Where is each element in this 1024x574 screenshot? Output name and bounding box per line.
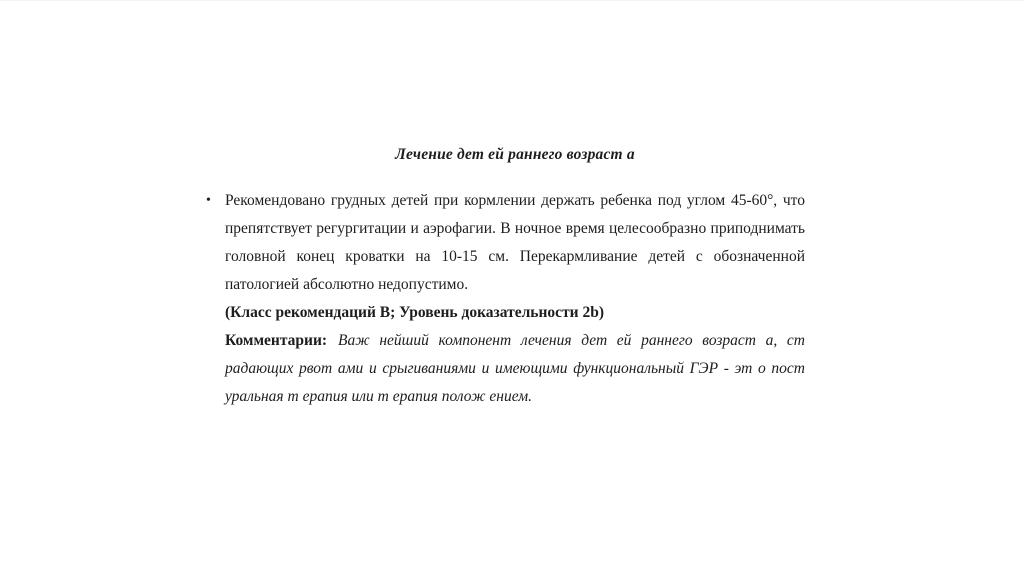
slide-title: Лечение дет ей раннего возраст а bbox=[395, 146, 635, 163]
slide-content bbox=[206, 145, 805, 411]
comments-text: Важ нейший компонент лечения дет ей раннего возраст а, ст радающих рвот ами и срыгиваниями и имеющими функциональный ГЭР - эт о пост уральная т ерапия или т ерапия полож ением. bbox=[225, 332, 805, 405]
comments-label: Комментарии: bbox=[225, 332, 328, 349]
bullet-icon: • bbox=[206, 193, 211, 208]
bullet-item bbox=[206, 187, 805, 299]
bullet-text: Рекомендовано грудных детей при кормлении держать ребенка под углом 45-60°, что препятствует регургитации и аэрофагии. В ночное время целесообразно приподнимать головной конец кроватки на 10-15 см. Перекармливание детей с обозначенной патологией абсолютно недопустимо. bbox=[225, 192, 805, 293]
comments-paragraph bbox=[225, 327, 805, 411]
evidence-line: (Класс рекомендаций B; Уровень доказательности 2b) bbox=[225, 304, 605, 321]
